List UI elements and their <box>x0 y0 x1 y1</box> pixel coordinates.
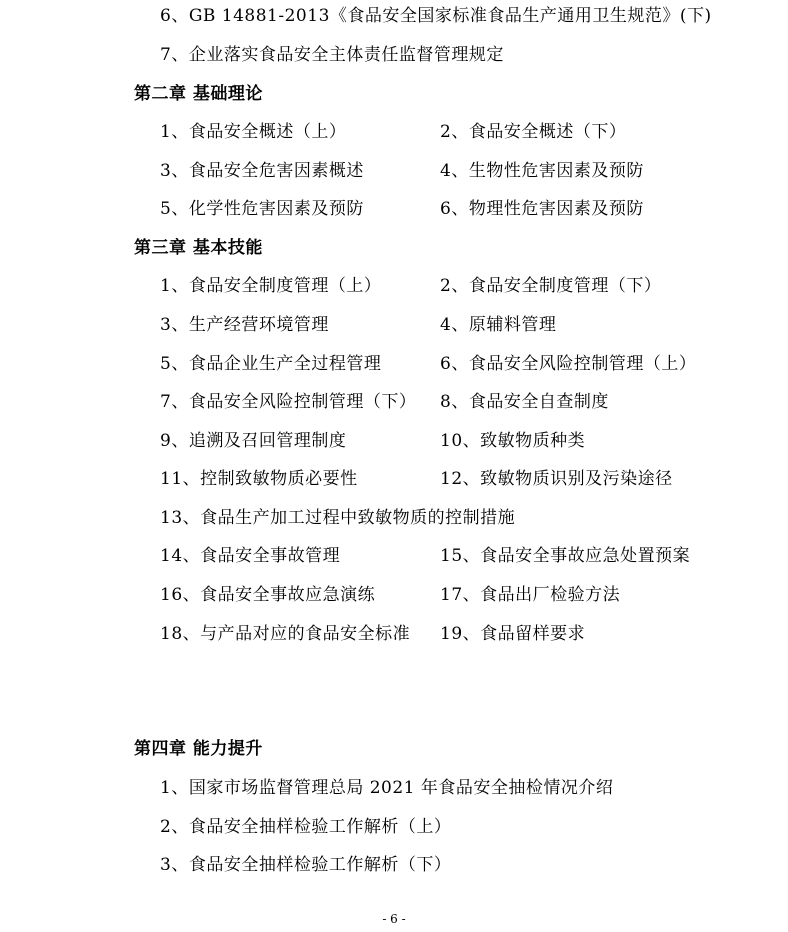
list-item: 3、食品安全抽样检验工作解析（下） <box>160 855 452 875</box>
list-item: 10、致敏物质种类 <box>440 431 586 451</box>
list-item: 6、GB 14881-2013《食品安全国家标准食品生产通用卫生规范》(下) <box>160 6 712 26</box>
list-item: 4、生物性危害因素及预防 <box>440 161 644 181</box>
list-item: 7、食品安全风险控制管理（下） <box>160 392 417 412</box>
list-item: 5、食品企业生产全过程管理 <box>160 354 382 374</box>
list-item: 9、追溯及召回管理制度 <box>160 431 347 451</box>
list-item: 2、食品安全概述（下） <box>440 122 627 142</box>
list-item: 12、致敏物质识别及污染途径 <box>440 469 673 489</box>
list-item: 6、食品安全风险控制管理（上） <box>440 354 697 374</box>
list-item: 14、食品安全事故管理 <box>160 546 341 566</box>
list-item: 1、食品安全概述（上） <box>160 122 347 142</box>
chapter-heading: 第二章 基础理论 <box>134 84 263 104</box>
list-item: 18、与产品对应的食品安全标准 <box>160 624 411 644</box>
list-item: 5、化学性危害因素及预防 <box>160 199 364 219</box>
chapter-heading: 第四章 能力提升 <box>134 739 263 759</box>
list-item: 2、食品安全抽样检验工作解析（上） <box>160 817 452 837</box>
list-item: 3、食品安全危害因素概述 <box>160 161 364 181</box>
list-item: 11、控制致敏物质必要性 <box>160 469 358 489</box>
list-item: 13、食品生产加工过程中致敏物质的控制措施 <box>160 508 516 528</box>
list-item: 8、食品安全自查制度 <box>440 392 609 412</box>
list-item: 3、生产经营环境管理 <box>160 315 329 335</box>
page-number: - 6 - <box>382 912 406 926</box>
list-item: 7、企业落实食品安全主体责任监督管理规定 <box>160 45 504 65</box>
list-item: 15、食品安全事故应急处置预案 <box>440 546 691 566</box>
list-item: 2、食品安全制度管理（下） <box>440 276 662 296</box>
list-item: 1、食品安全制度管理（上） <box>160 276 382 296</box>
chapter-heading: 第三章 基本技能 <box>134 238 263 258</box>
list-item: 19、食品留样要求 <box>440 624 586 644</box>
list-item: 6、物理性危害因素及预防 <box>440 199 644 219</box>
list-item: 4、原辅料管理 <box>440 315 557 335</box>
list-item: 16、食品安全事故应急演练 <box>160 585 376 605</box>
list-item: 17、食品出厂检验方法 <box>440 585 621 605</box>
list-item: 1、国家市场监督管理总局 2021 年食品安全抽检情况介绍 <box>160 778 614 798</box>
